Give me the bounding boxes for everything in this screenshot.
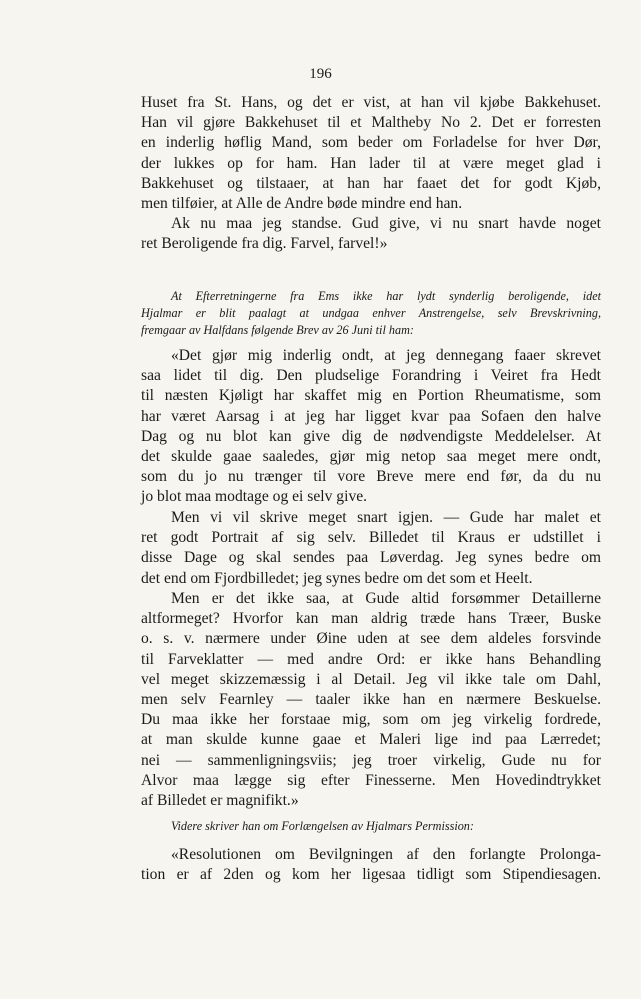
text-line: Du maa ikke her forstaae mig, som om jeg virkelig fordrede, [141,711,601,729]
paragraph-3 [141,346,601,508]
paragraph-5 [141,589,601,811]
text-line: men tilføier, at Alle de Andre bøde mindre end han. [141,195,463,213]
note-line: fremgaar av Halfdans følgende Brev av 26 Juni til ham: [141,323,414,337]
text-line: til næsten Kjøligt har skaffet mig en Portion Rheumatisme, som [141,387,601,405]
text-line: at man skulde kunne gaae et Maleri lige ind paa Lærredet; [141,731,601,749]
paragraph-4 [141,508,601,589]
editorial-note-2 [141,818,601,835]
text-line: Bakkehuset og tilstaaer, at han har faaet det for godt Kjøb, [141,174,601,192]
text-line: Men vi vil skrive meget snart igjen. — Gude har malet et [171,509,601,526]
text-line: «Det gjør mig inderlig ondt, at jeg dennegang faaer skrevet [171,347,601,364]
text-line: har været Aarsag i at jeg har ligget kvar paa Sofaen den halve [141,407,601,425]
text-line: tion er af 2den og kom her ligesaa tidligt som Stipendiesagen. [141,866,601,884]
text-line: saa lidet til dig. Den pludselige Forandring i Veiret fra Hedt [141,367,601,385]
text-line: ret godt Portrait af sig selv. Billedet til Kraus er udstillet i [141,529,601,547]
note-line: At Efterretningerne fra Ems ikke har lydt synderlig beroligende, idet [171,289,601,303]
paragraph-2 [141,214,601,254]
text-line: der lukkes op for ham. Han lader til at være meget glad i [141,154,601,172]
paragraph-6 [141,845,601,885]
page-number: 196 [309,66,332,82]
text-line: disse Dage og skal sendes paa Løverdag. Jeg synes bedre om [141,549,601,567]
paragraph-1 [141,93,601,214]
text-line: Men er det ikke saa, at Gude altid forsømmer Detaillerne [171,590,601,607]
note-line: Hjalmar er blit paalagt at undgaa enhver Anstrengelse, selv Brevskrivning, [141,306,601,320]
text-line: en inderlig høflig Mand, som beder om Forladelse for hver Dør, [141,134,601,152]
text-line: vel meget skizzemæssig i al Detail. Jeg vil ikke tale om Dahl, [141,670,601,688]
note-line: Videre skriver han om Forlængelsen av Hjalmars Permission: [171,819,474,833]
text-line: til Farveklatter — med andre Ord: er ikke hans Behandling [141,650,601,668]
text-line: men selv Fearnley — taaler ikke han en nærmere Beskuelse. [141,691,601,709]
text-line: Ak nu maa jeg standse. Gud give, vi nu snart havde noget [171,215,601,232]
text-line: Alvor maa lægge sig efter Finesserne. Men Hovedindtrykket [141,771,601,789]
text-line: som du jo nu trænger til vore Breve mere end før, da du nu [141,468,601,486]
text-line: nei — sammenligningsviis; jeg troer virkelig, Gude nu for [141,751,601,769]
text-line: jo blot maa modtage og ei selv give. [141,488,368,506]
text-line: Han vil gjøre Bakkehuset til et Maltheby No 2. Det er forresten [141,114,601,132]
text-line: det end om Fjordbilledet; jeg synes bedre om det som et Heelt. [141,569,533,587]
text-line: ret Beroligende fra dig. Farvel, farvel!» [141,235,388,253]
text-line: Huset fra St. Hans, og det er vist, at han vil kjøbe Bakkehuset. [141,94,601,111]
editorial-note-1 [141,288,601,339]
text-line: o. s. v. nærmere under Øine uden at see dem aldeles forsvinde [141,630,601,648]
text-line: altformeget? Hvorfor kan man aldrig træde hans Træer, Buske [141,610,601,628]
text-line: «Resolutionen om Bevilgningen af den forlangte Prolonga- [171,846,601,863]
text-line: det skulde gaae saaledes, gjør mig netop saa meget mere ondt, [141,448,601,466]
text-line: Dag og nu blot kan give dig de nødvendigste Meddelelser. At [141,427,601,445]
text-line: af Billedet er magnifikt.» [141,792,299,810]
